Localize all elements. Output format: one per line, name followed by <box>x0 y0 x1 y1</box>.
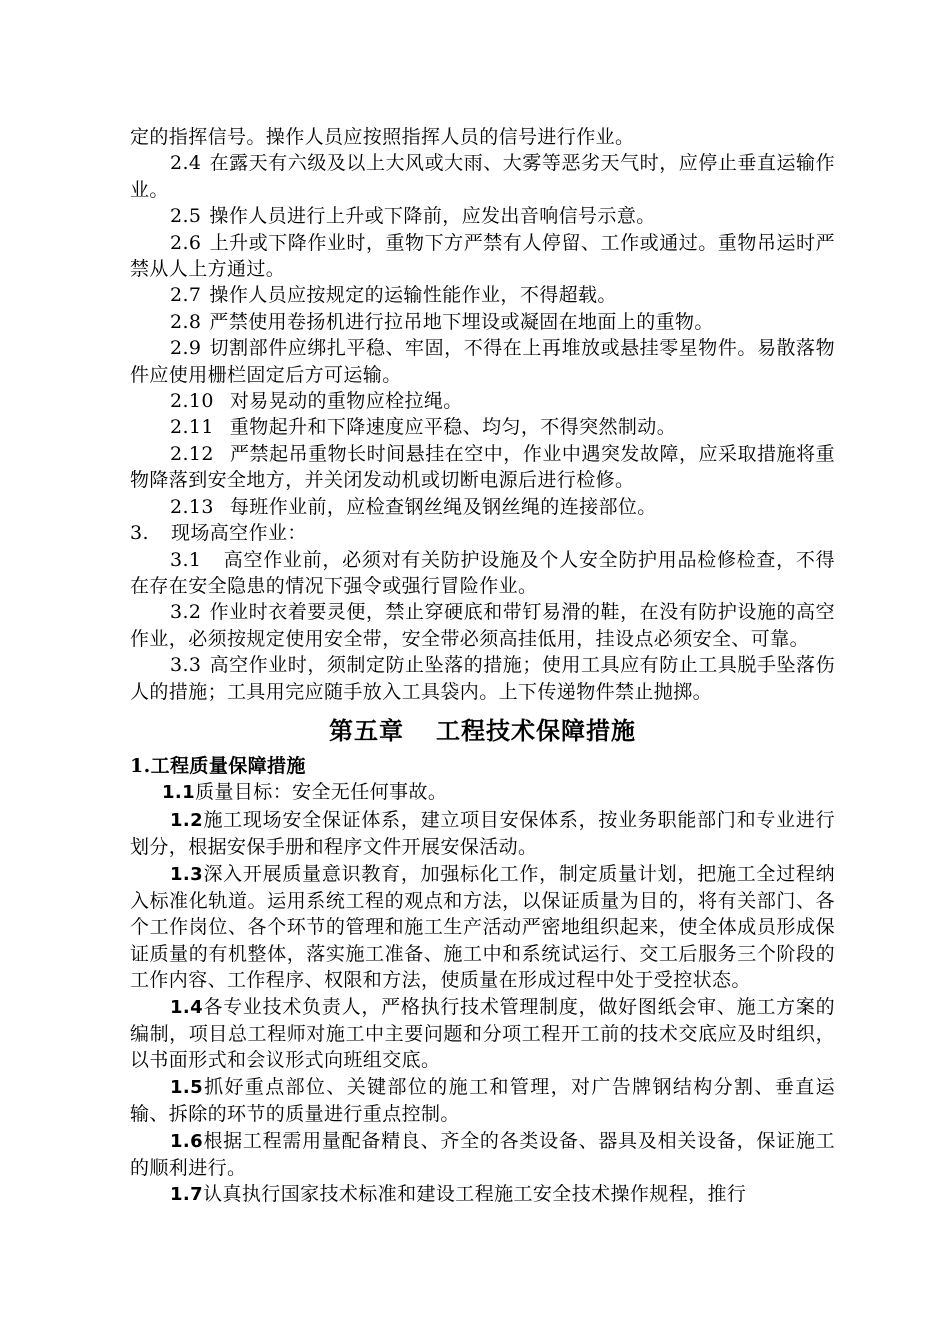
paragraph-text: 操作人员应按规定的运输性能作业，不得超载。 <box>209 284 617 307</box>
paragraph-number: 3.1 <box>170 548 202 571</box>
paragraph <box>130 652 835 705</box>
section-1-title: 1.工程质量保障措施 <box>130 754 306 777</box>
paragraph-text: 高空作业时，须制定防止坠落的措施；使用工具应有防止工具脱手坠落伤人的措施；工具用完应随手放入工具袋内。上下传递物件禁止抛掷。 <box>130 654 835 703</box>
chapter-title: 工程技术保障措施 <box>436 715 636 745</box>
paragraph-text: 根据工程需用量配备精良、齐全的各类设备、器具及相关设备，保证施工的顺利进行。 <box>130 1129 835 1180</box>
paragraph-text: 上升或下降作业时，重物下方严禁有人停留、工作或通过。重物吊运时严禁从人上方通过。 <box>130 231 835 281</box>
paragraph-text: 重物起升和下降速度应平稳、均匀，不得突然制动。 <box>229 416 677 439</box>
paragraph-number: 2.10 <box>170 390 214 413</box>
paragraph <box>130 1128 835 1182</box>
paragraph-text: 切割部件应绑扎平稳、牢固，不得在上再堆放或悬挂零星物件。易散落物件应使用栅栏固定后方可运输。 <box>130 337 835 386</box>
paragraph <box>130 414 835 440</box>
paragraph-number: 1.5 <box>170 1076 204 1098</box>
document-page <box>130 124 835 1209</box>
paragraph <box>130 547 835 600</box>
section-3-heading <box>130 520 835 546</box>
paragraph-text: 严禁起吊重物长时间悬挂在空中，作业中遇突发故障，应采取措施将重物降落到安全地方，并关闭发动机或切断电源后进行检修。 <box>130 442 835 492</box>
paragraph <box>130 599 835 652</box>
paragraph <box>130 1181 835 1208</box>
paragraph-text: 严禁使用卷扬机进行拉吊地下埋设或凝固在地面上的重物。 <box>209 310 714 333</box>
paragraph-number: 1.1 <box>162 782 196 804</box>
paragraph-text: 定的指挥信号。操作人员应按照指挥人员的信号进行作业。 <box>130 126 635 148</box>
paragraph-number: 2.4 <box>170 152 202 175</box>
section-3-items <box>130 547 835 705</box>
paragraph-text: 高空作业前，必须对有关防护设施及个人安全防护用品检修检查，不得在存在安全隐患的情况下强令或强行冒险作业。 <box>130 548 835 597</box>
paragraph-number: 1.4 <box>170 996 204 1018</box>
paragraph <box>130 150 835 203</box>
paragraph-text: 在露天有六级及以上大风或大雨、大雾等恶劣天气时，应停止垂直运输作业。 <box>130 152 835 201</box>
paragraph-number: 1.6 <box>170 1130 204 1152</box>
paragraph-text: 作业时衣着要灵便，禁止穿硬底和带钉易滑的鞋，在没有防护设施的高空作业，必须按规定使用安全带，安全带必须高挂低用，挂设点必须安全、可靠。 <box>130 601 835 650</box>
paragraph <box>130 494 835 520</box>
section-1-heading <box>130 753 835 779</box>
paragraph <box>130 309 835 335</box>
section-2-continuation <box>130 124 835 520</box>
paragraph-text: 认真执行国家技术标准和建设工程施工安全技术操作规程，推行 <box>203 1183 747 1206</box>
paragraph-text: 对易晃动的重物应栓拉绳。 <box>229 390 463 413</box>
paragraph-number: 2.13 <box>170 495 214 518</box>
paragraph-number: 1.7 <box>170 1184 204 1206</box>
chapter-label: 第五章 <box>329 715 404 745</box>
paragraph <box>130 388 835 414</box>
paragraph-text: 深入开展质量意识教育，加强标化工作，制定质量计划，把施工全过程纳入标准化轨道。运用系统工程的观点和方法，以保证质量为目的，将有关部门、各个工作岗位、各个环节的管理和施工生产活动严密地组织起来，使全体成员形成保证质量的有机整体，落实施工准备、施工中和系统试运行、交工后服务三个阶段的工作内容、工作程序、权限和方法，使质量在形成过程中处于受控状态。 <box>130 862 835 992</box>
paragraph-text: 抓好重点部位、关键部位的施工和管理，对广告牌钢结构分割、垂直运输、拆除的环节的质量进行重点控制。 <box>130 1075 835 1126</box>
paragraph-number: 1.2 <box>170 809 204 831</box>
paragraph-text: 质量目标：安全无任何事故。 <box>195 781 448 804</box>
paragraph-number: 2.7 <box>170 284 202 307</box>
paragraph <box>130 124 835 150</box>
paragraph-number: 2.5 <box>170 205 202 228</box>
paragraph <box>130 441 835 494</box>
paragraph <box>130 994 835 1074</box>
paragraph <box>130 779 835 806</box>
paragraph-number: 3.2 <box>170 601 202 624</box>
paragraph <box>130 1074 835 1128</box>
section-3-title: 现场高空作业： <box>170 522 307 545</box>
paragraph <box>130 807 835 861</box>
section-3-number: 3. <box>130 522 149 545</box>
paragraph <box>130 230 835 283</box>
paragraph <box>130 282 835 308</box>
paragraph-text: 各专业技术负责人，严格执行技术管理制度，做好图纸会审、施工方案的编制，项目总工程师对施工中主要问题和分项工程开工前的技术交底应及时组织，以书面形式和会议形式向班组交底。 <box>130 995 835 1072</box>
chapter-heading <box>130 715 835 747</box>
paragraph <box>130 861 835 994</box>
paragraph-number: 2.6 <box>170 231 202 254</box>
paragraph-number: 1.3 <box>170 863 204 885</box>
paragraph <box>130 203 835 229</box>
paragraph-number: 3.3 <box>170 654 202 677</box>
paragraph-number: 2.12 <box>170 442 214 465</box>
section-1-items <box>130 779 835 1209</box>
paragraph-text: 施工现场安全保证体系，建立项目安保体系，按业务职能部门和专业进行划分，根据安保手册和程序文件开展安保活动。 <box>130 808 835 859</box>
paragraph-text: 每班作业前，应检查钢丝绳及钢丝绳的连接部位。 <box>229 495 657 518</box>
paragraph <box>130 335 835 388</box>
paragraph-number: 2.11 <box>170 416 214 439</box>
paragraph-text: 操作人员进行上升或下降前，应发出音响信号示意。 <box>209 205 656 228</box>
paragraph-number: 2.8 <box>170 310 202 333</box>
paragraph-number: 2.9 <box>170 337 202 360</box>
